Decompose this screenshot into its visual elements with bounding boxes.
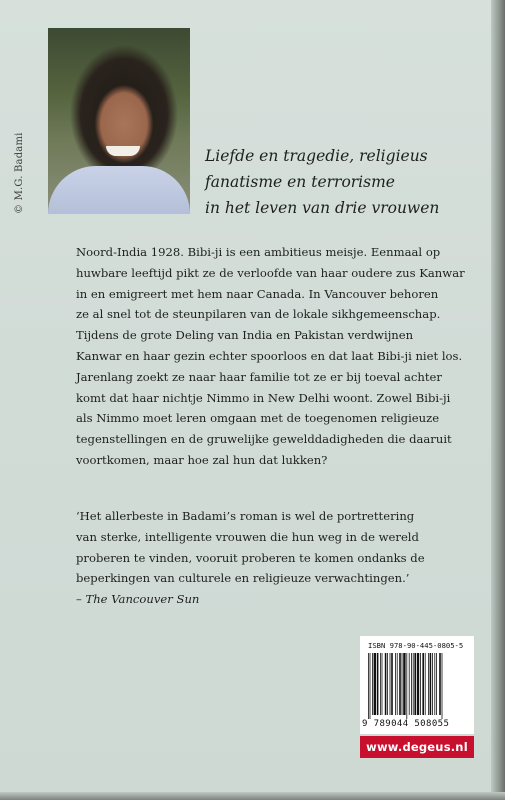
blurb-line: als Nimmo moet leren omgaan met de toegenomen religieuze	[76, 411, 440, 426]
blurb-line: ze al snel tot de steunpilaren van de lokale sikhgemeenschap.	[76, 307, 441, 322]
barcode-bar	[413, 653, 414, 715]
barcode-bar	[377, 653, 379, 715]
publisher-url-badge: www.degeus.nl	[360, 736, 474, 758]
quote-line: van sterke, intelligente vrouwen die hun weg in de wereld	[76, 529, 419, 544]
photo-credit: © M.G. Badami	[14, 132, 25, 214]
blurb-line: Noord-India 1928. Bibi-ji is een ambitieus meisje. Eenmaal op	[76, 245, 441, 259]
quote-line: ‘Het allerbeste in Badami’s roman is wel de portrettering	[76, 509, 415, 523]
barcode-bar	[380, 653, 381, 715]
quote-source: The Vancouver Sun	[85, 592, 200, 607]
cover-bottom-edge	[0, 792, 505, 800]
barcode-bar	[406, 653, 407, 719]
blurb-line: tegenstellingen en de gruwelijke gewelddadigheden die daaruit	[76, 432, 452, 447]
blurb-line: Kanwar en haar gezin echter spoorloos en dat laat Bibi-ji niet los.	[76, 348, 463, 363]
tagline-line-2: fanatisme en terrorisme	[205, 173, 395, 191]
tagline	[205, 143, 495, 221]
blurb-line: huwbare leeftijd pikt ze de verloofde van haar oudere zus Kanwar	[76, 265, 465, 280]
barcode-panel	[360, 636, 474, 734]
barcode-bar	[425, 653, 426, 715]
barcode-bar	[432, 653, 433, 715]
barcode-bar	[430, 653, 432, 715]
barcode-bar	[390, 653, 391, 715]
barcode-bar	[442, 653, 443, 719]
review-quote	[76, 506, 486, 610]
blurb-line: Tijdens de grote Deling van India en Pakistan verdwijnen	[76, 328, 414, 343]
blurb-line: komt dat haar nichtje Nimmo in New Delhi woont. Zowel Bibi-ji	[76, 390, 451, 405]
quote-line: proberen te vinden, vooruit proberen te komen ondanks de	[76, 550, 425, 565]
barcode-bar	[391, 653, 393, 715]
barcode-bar	[403, 653, 405, 715]
barcode-bars	[368, 653, 466, 719]
barcode-bar	[372, 653, 373, 715]
quote-line: beperkingen van culturele en religieuze verwachtingen.’	[76, 571, 410, 586]
barcode-bar	[428, 653, 429, 715]
barcode-bar	[409, 653, 410, 715]
author-photo	[48, 28, 190, 214]
barcode-bar	[370, 653, 371, 719]
barcode-bar	[434, 653, 435, 715]
barcode-bar	[420, 653, 421, 715]
quote-dash: –	[76, 592, 86, 607]
tagline-line-3: in het leven van drie vrouwen	[205, 199, 440, 217]
tagline-line-1: Liefde en tragedie, religieus	[205, 147, 428, 165]
blurb-line: in en emigreert met hem naar Canada. In Vancouver behoren	[76, 286, 439, 301]
author-photo-smile	[106, 146, 140, 156]
barcode-bar	[414, 653, 416, 715]
author-photo-shirt	[48, 166, 190, 214]
barcode-bar	[399, 653, 401, 715]
barcode-bar	[436, 653, 437, 715]
barcode-bar	[382, 653, 383, 715]
barcode-digits: 9 789044 508055	[362, 719, 450, 729]
barcode-bar	[387, 653, 388, 715]
barcode-bar	[439, 653, 441, 715]
barcode-bar	[402, 653, 403, 715]
barcode-bar	[385, 653, 387, 715]
barcode-bar	[368, 653, 369, 719]
blurb-line: voortkomen, maar hoe zal hun dat lukken?	[76, 452, 328, 467]
barcode-bar	[395, 653, 396, 715]
barcode-bar	[374, 653, 376, 715]
barcode-bar	[417, 653, 419, 715]
cover-right-edge	[491, 0, 505, 800]
barcode-bar	[422, 653, 424, 715]
blurb-line: Jarenlang zoekt ze naar haar familie tot ze er bij toeval achter	[76, 369, 442, 384]
isbn-label: ISBN 978-90-445-0805-5	[368, 641, 464, 650]
barcode-bar	[397, 653, 398, 715]
quote-attribution	[76, 589, 486, 610]
blurb-paragraph	[76, 242, 486, 471]
barcode-bar	[411, 653, 412, 715]
